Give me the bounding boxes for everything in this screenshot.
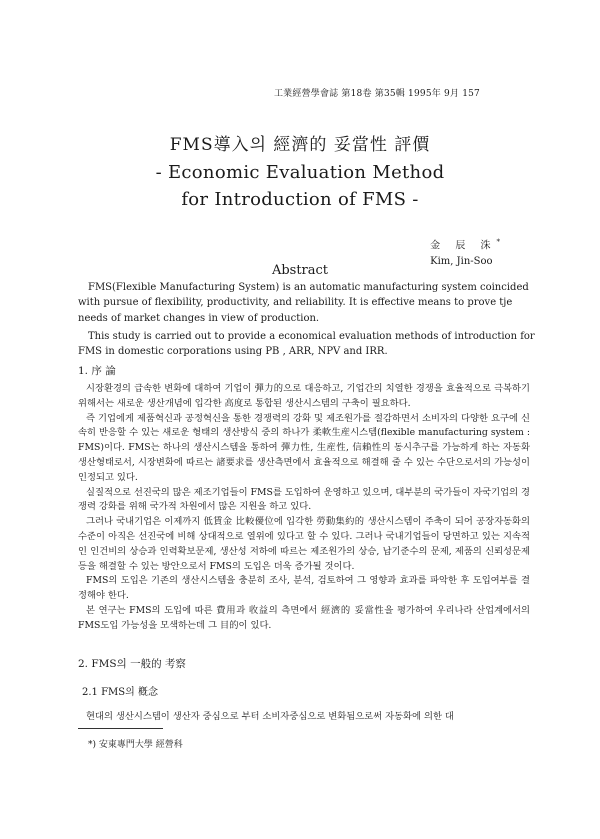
title-korean: FMS導入의 經濟的 妥當性 評價 (169, 135, 431, 155)
body-paragraph: 본 연구는 FMS의 도입에 따른 費用과 收益의 측면에서 經濟的 妥當性을 평가하여 우리나라 산업계에서의 FMS도입 가능성을 모색하는데 그 目的이 있다. (78, 604, 530, 631)
section-1-heading: 1. 序 論 (78, 365, 116, 377)
abstract-heading: Abstract (271, 263, 329, 278)
title-english-line1: - Economic Evaluation Method (155, 162, 445, 183)
body-paragraph: 그러나 국내기업은 이제까지 低賃金 比較優位에 입각한 勞動集約的 생산시스템이 주축이 되어 공장자동화의 수준이 아직은 선진국에 비해 상대적으로 열위에 있다고 할 수 있다. 그러나 국내기업들이 당면하고 있는 지속적인 인건비의 상승과 인력확보문제, 생산성 저하에 따르는 제조원가의 상승, 납기준수의 문제, 제품의 신뢰성문제 등을 해결할 수 있는 방안으로서 FMS의 도입은 더욱 증가될 것이다. (78, 516, 530, 572)
section-2-heading: 2. FMS의 一般的 考察 (78, 658, 186, 670)
body-paragraph: FMS의 도입은 기존의 생산시스템을 충분히 조사, 분석, 검토하여 그 영향과 효과를 파악한 후 도입여부를 결정해야 한다. (78, 575, 530, 602)
author-korean-name: 金 辰 洙 (430, 240, 497, 252)
author-footnote-marker: * (496, 238, 500, 246)
title-block (0, 132, 600, 213)
abstract-body (78, 280, 538, 359)
section-2-1-heading: 2.1 FMS의 槪念 (82, 687, 158, 698)
author-english-name: Kim, Jin-Soo (430, 256, 493, 268)
section-1-body (78, 382, 530, 634)
abstract-paragraph: FMS(Flexible Manufacturing System) is an automatic manufacturing system coincided with pursue of flexibility, productivity, and reliability. It is effective means to prove tje needs of market changes in view of production. (78, 282, 529, 324)
journal-header: 工業經營學會誌 第18卷 第35輯 1995年 9月 157 (273, 89, 480, 99)
title-english-line2: for Introduction of FMS - (181, 189, 419, 210)
section-2-1-first-line: 현대의 생산시스템이 생산자 중심으로 부터 소비자중심으로 변화됨으로써 자동화에 의한 대 (86, 711, 454, 722)
footnote-divider (78, 728, 163, 729)
body-paragraph: 즉 기업에게 제품혁신과 공정혁신을 통한 경쟁력의 강화 및 제조원가를 절감하면서 소비자의 다양한 요구에 신속히 반응할 수 있는 새로운 형태의 생산방식 중의 하나가 柔軟生産시스템(flexible manufacturing system : FMS)이다. FMS는 하나의 생산시스템을 통하여 彈力性, 生産性, 信賴性의 동시추구를 가능하게 하는 자동화 생산형태로서, 시장변화에 따르는 諸要求를 생산측면에서 효율적으로 해결해 줄 수 있는 수단으로서의 가능성이 인정되고 있다. (78, 412, 530, 483)
abstract-paragraph: This study is carried out to provide a economical evaluation methods of introduction for FMS in domestic corporations using PB , ARR, NPV and IRR. (78, 330, 535, 358)
body-paragraph: 실질적으로 선진국의 많은 제조기업들이 FMS를 도입하여 운영하고 있으며, 대부분의 국가들이 자국기업의 경쟁력 강화를 위해 국가적 차원에서 많은 지원을 하고 있다. (78, 486, 530, 513)
footnote: *) 安東專門大學 經營科 (88, 740, 183, 750)
body-paragraph: 시장환경의 급속한 변화에 대하여 기업이 彈力的으로 대응하고, 기업간의 치열한 경쟁을 효율적으로 극복하기 위해서는 새로운 생산개념에 입각한 高度로 통합된 생산시스템의 구축이 필요하다. (78, 383, 530, 409)
